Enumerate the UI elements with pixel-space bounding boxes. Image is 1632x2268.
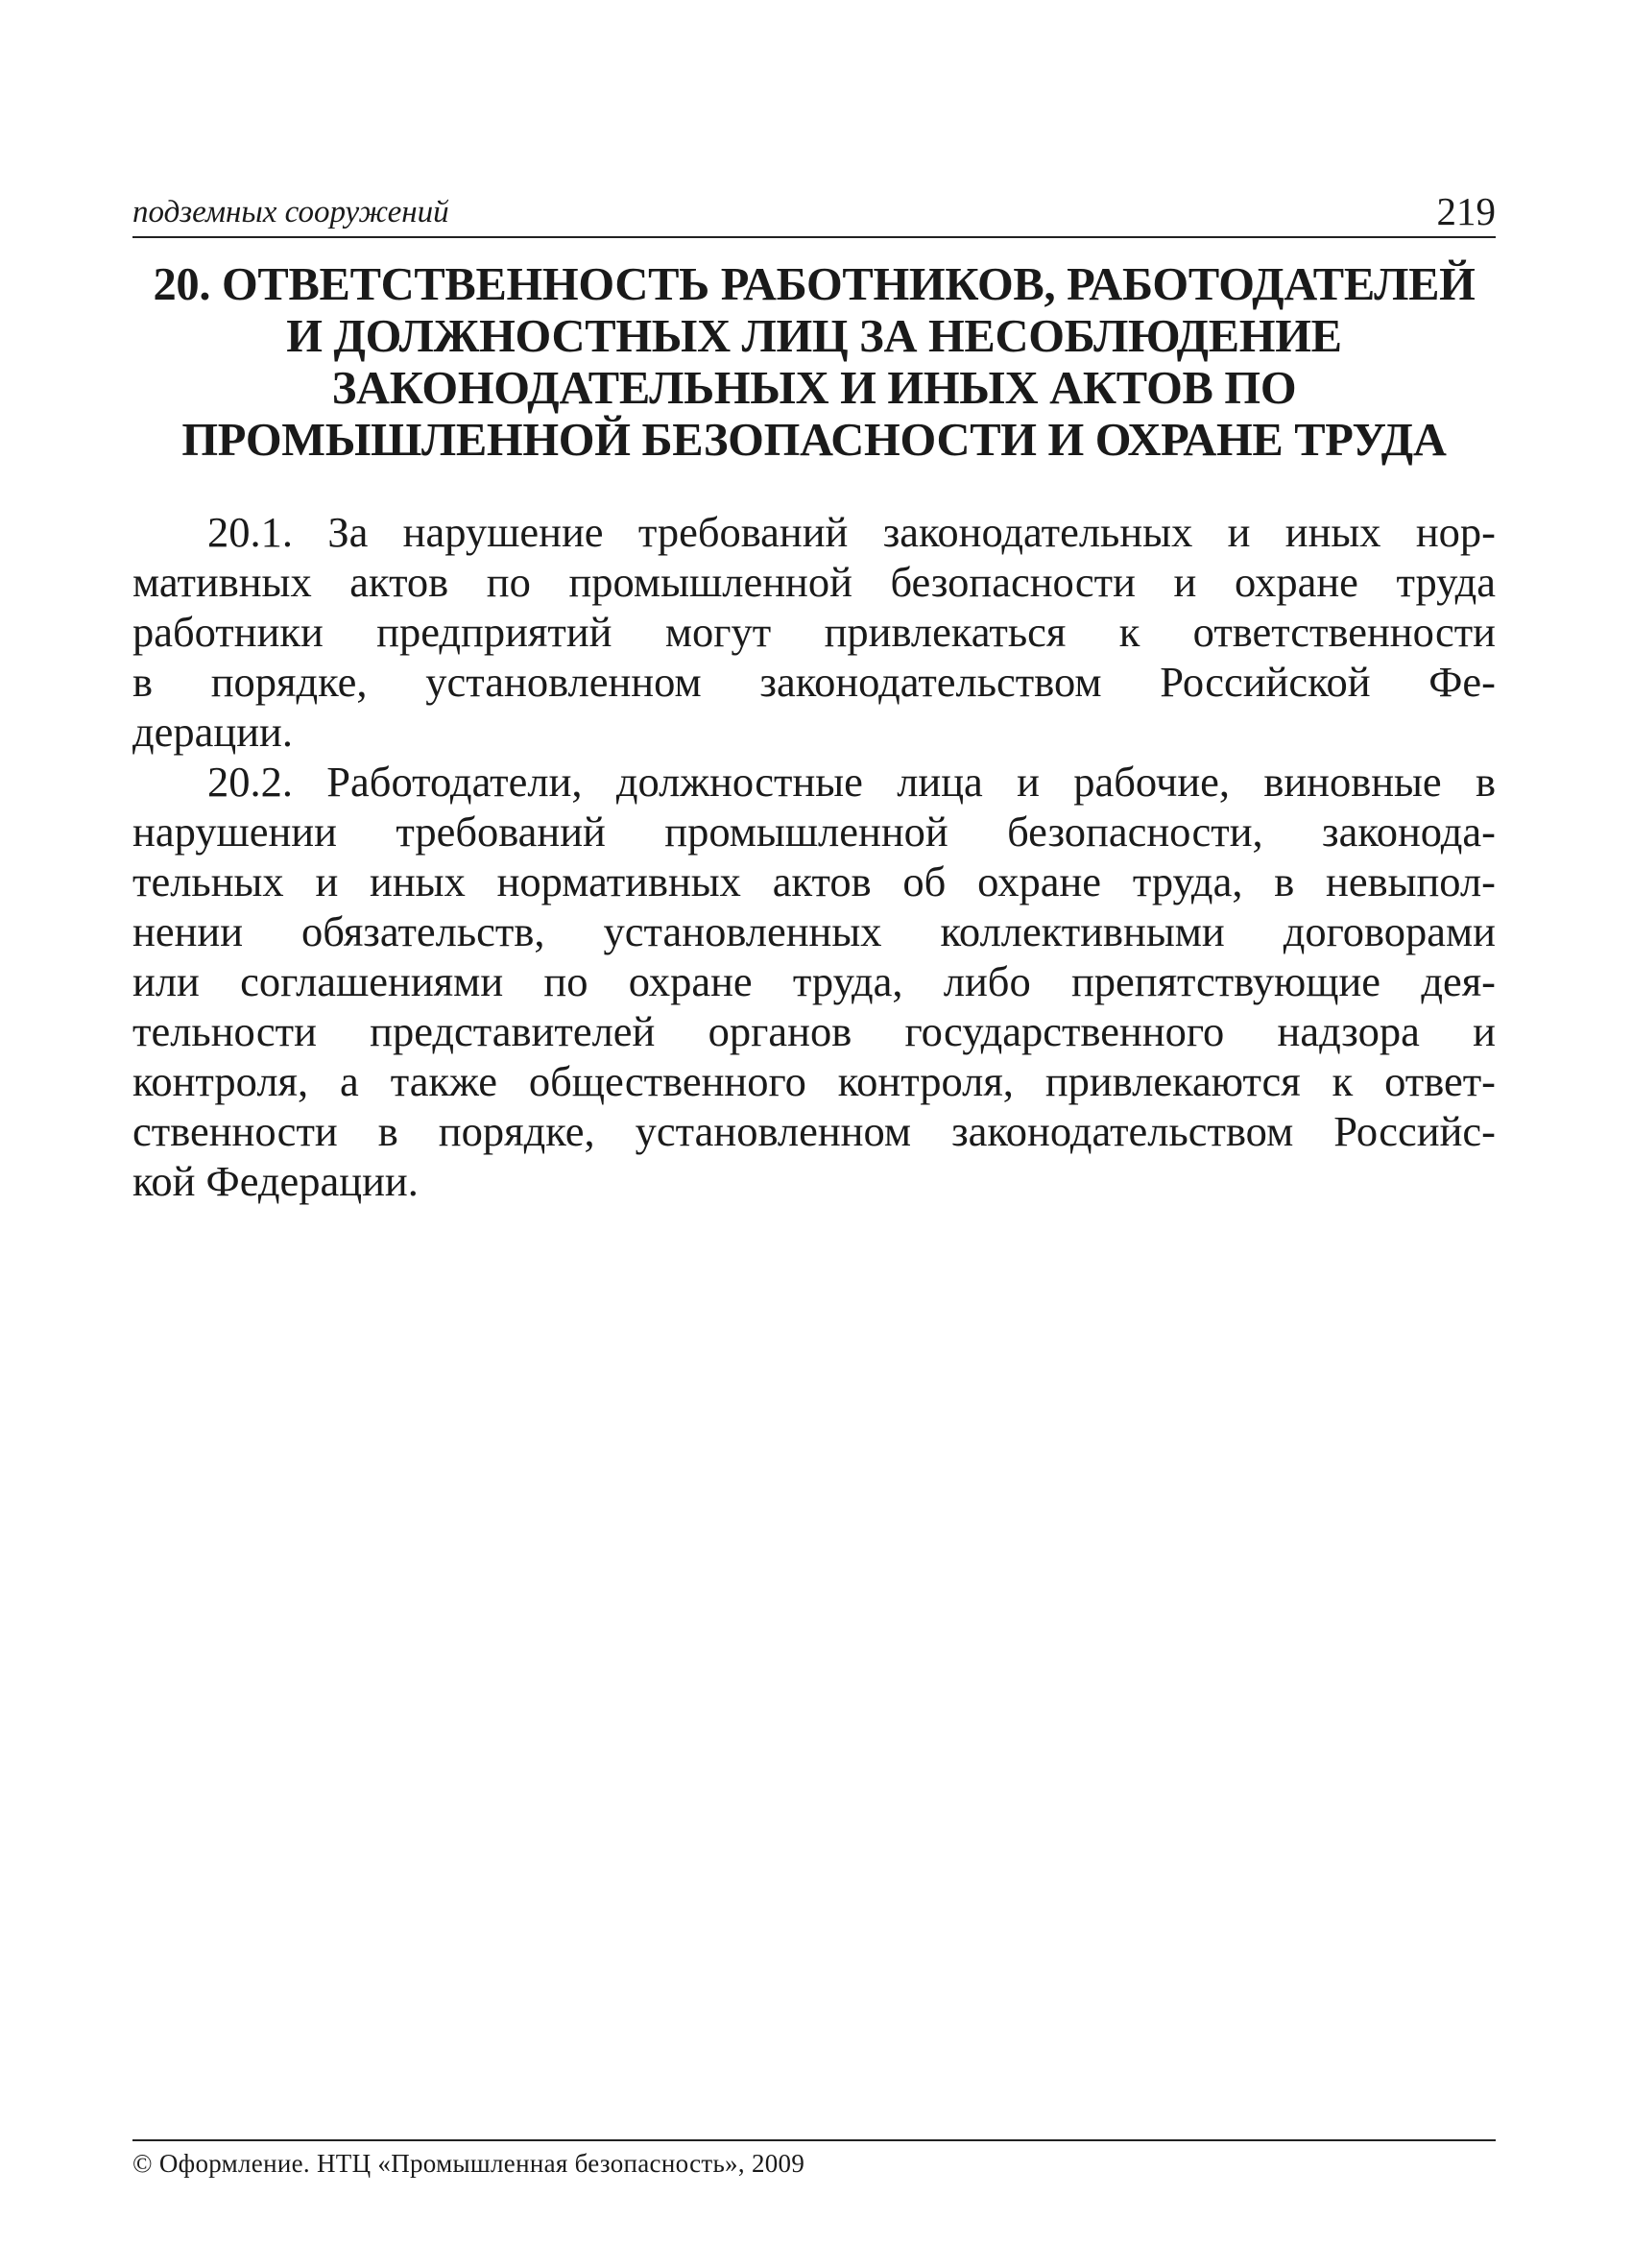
running-header	[132, 182, 1496, 238]
text-line: нарушении требований промышленной безопасности, законода-	[132, 808, 1496, 856]
text-line: ственности в порядке, установленном законодательством Российс-	[132, 1107, 1496, 1155]
running-title: подземных сооружений	[132, 195, 449, 229]
text-line: тельных и иных нормативных актов об охране труда, в невыпол-	[132, 857, 1496, 905]
text-line: тельности представителей органов государственного надзора и	[132, 1007, 1496, 1055]
section-heading	[132, 259, 1496, 467]
heading-line: И ДОЛЖНОСТНЫХ ЛИЦ ЗА НЕСОБЛЮДЕНИЕ	[286, 311, 1342, 362]
page-number: 219	[1436, 189, 1496, 233]
paragraph-20-1	[132, 507, 1496, 757]
text-line: дерации.	[132, 708, 293, 756]
heading-line: 20. ОТВЕТСТВЕННОСТЬ РАБОТНИКОВ, РАБОТОДАТЕЛЕЙ	[153, 259, 1476, 310]
text-line: контроля, а также общественного контроля, привлекаются к ответ-	[132, 1057, 1496, 1105]
text-line: 20.2. Работодатели, должностные лица и рабочие, виновные в	[207, 758, 1496, 806]
text-line: нении обязательств, установленных коллективными договорами	[132, 907, 1496, 955]
body-text	[132, 507, 1496, 1206]
text-line: в порядке, установленном законодательством Российской Фе-	[132, 658, 1496, 706]
text-line: 20.1. За нарушение требований законодательных и иных нор-	[207, 508, 1496, 556]
footer-copyright: © Оформление. НТЦ «Промышленная безопасность», 2009	[132, 2149, 805, 2178]
heading-line: ПРОМЫШЛЕННОЙ БЕЗОПАСНОСТИ И ОХРАНЕ ТРУДА	[181, 415, 1447, 466]
text-line: мативных актов по промышленной безопасности и охране труда	[132, 558, 1496, 606]
heading-line: ЗАКОНОДАТЕЛЬНЫХ И ИНЫХ АКТОВ ПО	[331, 363, 1297, 414]
text-line: или соглашениями по охране труда, либо препятствующие дея-	[132, 957, 1496, 1005]
footer-divider	[132, 2139, 1496, 2141]
paragraph-20-2	[132, 757, 1496, 1206]
text-line: кой Федерации.	[132, 1157, 419, 1205]
text-line: работники предприятий могут привлекаться к ответственности	[132, 608, 1496, 656]
